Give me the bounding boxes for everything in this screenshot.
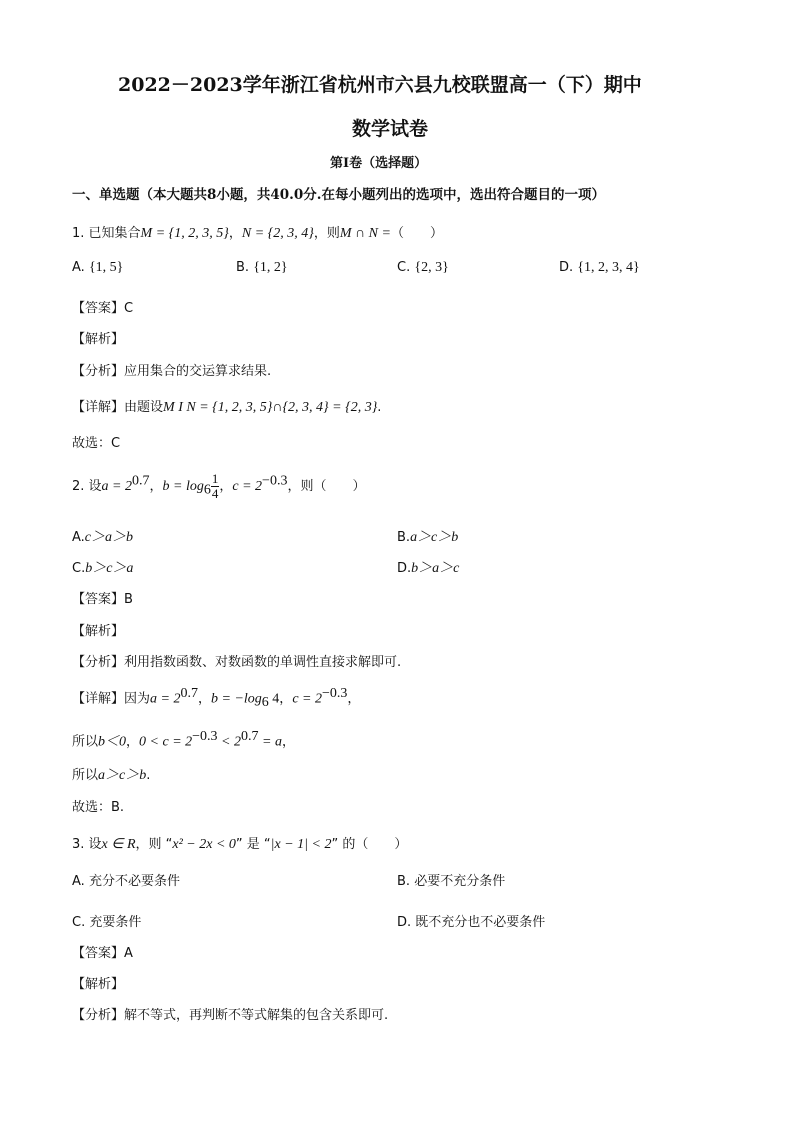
q3-x-in-r: x ∈ R <box>101 837 136 852</box>
detail-c: c = 2 <box>292 691 322 707</box>
q1-expr: M ∩ N = <box>339 226 391 241</box>
detail-sep: ， <box>279 691 293 707</box>
q3-option-a <box>72 870 180 889</box>
option-key: B. <box>397 530 411 545</box>
option-text: b＞c＞a <box>85 561 134 576</box>
so-expr: a＞c＞b <box>98 768 147 783</box>
analysis-text: 应用集合的交运算求结果. <box>124 364 272 379</box>
choose-label: 故选： <box>72 436 112 451</box>
q3-then: ，则 “ <box>135 837 173 852</box>
option-key: C. <box>397 260 411 275</box>
answer-label: 【答案】 <box>72 301 125 316</box>
q1-paren: （ ） <box>390 226 443 241</box>
option-key: C. <box>72 561 86 576</box>
option-key: D. <box>559 260 574 275</box>
q2-b: b = log <box>162 479 204 494</box>
q3-ineq2: |x − 1| < 2 <box>270 837 332 852</box>
option-key: A. <box>72 530 85 545</box>
question-2-stem <box>72 472 365 501</box>
so-prefix: 所以 <box>72 768 99 783</box>
page-title: 2022－2023学年浙江省杭州市六县九校联盟高一（下）期中 <box>118 74 642 96</box>
q2-option-b <box>397 526 458 546</box>
q2-a-exp: 0.7 <box>132 473 150 489</box>
option-text: c＞a＞b <box>84 530 134 545</box>
q1-then: ，则 <box>313 226 340 241</box>
q2-detail <box>72 686 360 711</box>
detail-b-end: 4 <box>268 691 280 707</box>
analysis-label: 【分析】 <box>72 364 125 379</box>
q1-option-c <box>397 260 449 276</box>
detail-end: ， <box>347 691 361 707</box>
q2-choose <box>72 796 124 815</box>
q1-option-a <box>72 260 123 276</box>
q2-then: ，则（ ） <box>287 479 366 494</box>
choose-value: B. <box>111 800 125 815</box>
question-1-stem <box>72 222 443 242</box>
detail-a-exp: 0.7 <box>180 686 198 701</box>
answer-value: C <box>124 301 134 316</box>
so-chain-a: 0 < c = 2 <box>139 734 193 750</box>
q1-set-m: M = {1, 2, 3, 5} <box>140 226 229 241</box>
answer-label: 【答案】 <box>72 592 125 607</box>
option-key: B. <box>397 874 411 889</box>
so-chain-b: < 2 <box>217 734 241 750</box>
detail-a: a = 2 <box>150 691 181 707</box>
option-text: {1, 2} <box>253 260 288 275</box>
volume-title: 第Ⅰ卷（选择题） <box>330 156 428 171</box>
q2-so1 <box>72 729 295 750</box>
analysis-label: 【分析】 <box>72 1008 125 1023</box>
detail-end: . <box>377 400 382 415</box>
analysis-text: 解不等式，再判断不等式解集的包含关系即可. <box>124 1008 389 1023</box>
option-text: 充分不必要条件 <box>88 874 180 889</box>
q1-prefix: 1. 已知集合 <box>72 226 141 241</box>
analysis-text: 利用指数函数、对数函数的单调性直接求解即可. <box>124 655 402 670</box>
fraction-numerator: 1 <box>211 471 219 486</box>
detail-b: b = −log <box>211 691 262 707</box>
q2-option-c <box>72 557 133 577</box>
q2-sep: ， <box>149 479 163 494</box>
option-text: {2, 3} <box>414 260 449 275</box>
q2-answer <box>72 588 133 607</box>
so-exp2: 0.7 <box>241 729 259 744</box>
analysis-label: 【分析】 <box>72 655 125 670</box>
detail-label: 【详解】 <box>72 691 125 707</box>
q1-sep: ， <box>228 226 242 241</box>
q1-option-d <box>559 260 640 276</box>
so-sep: ， <box>126 734 140 750</box>
q3-ineq1: x² − 2x < 0 <box>172 837 236 852</box>
answer-value: A <box>124 946 133 961</box>
q2-prefix: 2. 设 <box>72 479 102 494</box>
so-prefix: 所以 <box>72 734 99 750</box>
q3-end: ” 的（ ） <box>331 837 408 852</box>
q1-detail <box>72 396 381 416</box>
option-key: C. <box>72 915 86 930</box>
q2-c-exp: −0.3 <box>262 473 288 489</box>
choose-value: C <box>111 436 121 451</box>
option-key: B. <box>236 260 250 275</box>
option-key: A. <box>72 874 85 889</box>
q3-prefix: 3. 设 <box>72 837 102 852</box>
so-b: b＜0 <box>98 734 127 750</box>
detail-expr: M I N = {1, 2, 3, 5}∩{2, 3, 4} = {2, 3} <box>163 400 378 415</box>
option-key: D. <box>397 915 412 930</box>
q1-analysis <box>72 360 271 379</box>
q3-option-b <box>397 870 505 889</box>
option-text: b＞a＞c <box>411 561 460 576</box>
option-text: {1, 2, 3, 4} <box>577 260 640 275</box>
q2-b-sub: 6 <box>203 482 211 498</box>
section-heading: 一、单选题（本大题共8小题，共40.0分.在每小题列出的选项中，选出符合题目的一项） <box>72 187 605 203</box>
detail-prefix: 由题设 <box>124 400 164 415</box>
q2-option-a <box>72 526 133 546</box>
so-end: . <box>146 768 151 783</box>
question-3-stem <box>72 833 407 853</box>
q1-answer <box>72 297 133 316</box>
q3-option-c <box>72 911 141 930</box>
option-key: A. <box>72 260 85 275</box>
option-text: 既不充分也不必要条件 <box>415 915 546 930</box>
q2-a: a = 2 <box>101 479 132 494</box>
detail-label: 【详解】 <box>72 400 125 415</box>
q2-so2 <box>72 764 150 784</box>
option-text: 充要条件 <box>89 915 142 930</box>
q3-jiexi: 【解析】 <box>72 977 125 992</box>
option-text: {1, 5} <box>88 260 124 275</box>
answer-label: 【答案】 <box>72 946 125 961</box>
option-key: D. <box>397 561 412 576</box>
q1-option-b <box>236 260 288 276</box>
choose-label: 故选： <box>72 800 112 815</box>
so-end: ， <box>281 734 295 750</box>
q1-jiexi: 【解析】 <box>72 332 125 347</box>
q2-sep: ， <box>219 479 233 494</box>
detail-b-sub: 6 <box>261 694 269 710</box>
q3-is: ” 是 “ <box>235 837 271 852</box>
q2-option-d <box>397 557 459 577</box>
q2-jiexi: 【解析】 <box>72 624 125 639</box>
option-text: a＞c＞b <box>410 530 459 545</box>
q3-option-d <box>397 911 545 930</box>
detail-sep: ， <box>197 691 211 707</box>
so-exp1: −0.3 <box>192 729 218 744</box>
so-chain-c: = a <box>258 734 282 750</box>
q1-set-n: N = {2, 3, 4} <box>241 226 314 241</box>
detail-c-exp: −0.3 <box>321 686 348 701</box>
q2-c: c = 2 <box>232 479 263 494</box>
fraction-denominator: 4 <box>211 486 219 501</box>
q3-analysis <box>72 1004 388 1023</box>
option-text: 必要不充分条件 <box>414 874 506 889</box>
q3-answer <box>72 942 133 961</box>
page-subtitle: 数学试卷 <box>352 118 429 140</box>
q1-choose <box>72 432 120 451</box>
q2-analysis <box>72 651 401 670</box>
answer-value: B <box>124 592 133 607</box>
detail-prefix: 因为 <box>124 691 151 707</box>
